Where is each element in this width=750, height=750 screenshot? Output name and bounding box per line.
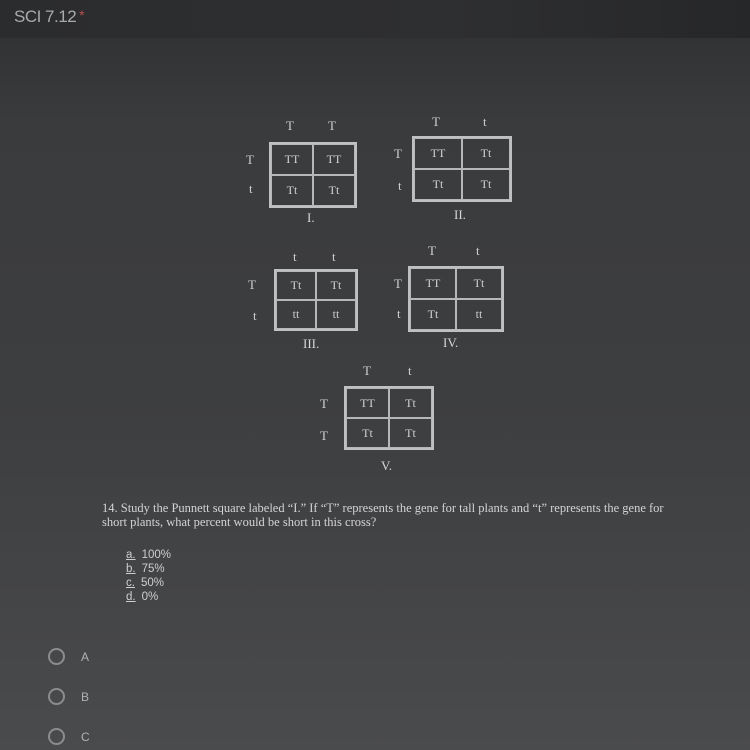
punnett-grid [274, 269, 358, 331]
side-allele: t [397, 306, 401, 321]
side-allele: T [394, 146, 402, 161]
required-mark: * [79, 7, 85, 23]
choice-key: a. [126, 549, 136, 561]
side-allele: T [320, 428, 328, 443]
side-allele: T [394, 276, 402, 291]
form-title [14, 7, 84, 27]
choice-value: 75% [141, 563, 165, 575]
punnett-grid [412, 136, 512, 202]
form-title-text: SCI 7.12 [14, 7, 77, 26]
question-text: 14. Study the Punnett square labeled “I.” If “T” represents the gene for tall plants and “t” represents the gene for short plants, what percent would be short in this cross? [102, 501, 664, 529]
punnett-grid [408, 266, 504, 332]
side-allele: t [253, 308, 257, 323]
option-label: B [81, 689, 90, 704]
grid-cell: TT [414, 138, 462, 169]
answer-choices [126, 548, 171, 604]
top-allele: t [408, 363, 412, 378]
choice-key: d. [126, 591, 136, 603]
grid-cell: tt [316, 300, 356, 329]
square-label: I. [307, 210, 315, 225]
side-allele: T [246, 152, 254, 167]
question-content [0, 38, 750, 750]
side-allele: t [398, 178, 402, 193]
choice-value: 50% [140, 577, 164, 589]
grid-cell: Tt [462, 169, 510, 200]
top-allele: T [363, 363, 371, 378]
radio-button[interactable] [48, 648, 65, 665]
side-allele: T [320, 396, 328, 411]
option-label: A [81, 649, 90, 664]
grid-cell: TT [346, 388, 389, 418]
grid-cell: tt [456, 299, 502, 330]
grid-cell: TT [271, 144, 313, 175]
punnett-grid [344, 386, 434, 450]
grid-cell: Tt [313, 175, 355, 206]
square-label: II. [454, 207, 466, 222]
radio-button[interactable] [48, 728, 65, 745]
top-allele: t [293, 249, 297, 264]
option-label: C [81, 729, 90, 744]
option-b[interactable] [48, 688, 89, 705]
grid-cell: tt [276, 300, 316, 329]
square-label: V. [381, 458, 392, 473]
choice-item [126, 576, 171, 590]
top-allele: t [332, 249, 336, 264]
top-allele: T [286, 118, 294, 133]
grid-cell: Tt [414, 169, 462, 200]
grid-cell: Tt [316, 271, 356, 300]
top-allele: t [476, 243, 480, 258]
choice-item [126, 590, 171, 604]
choice-item [126, 562, 171, 576]
grid-cell: Tt [389, 418, 432, 448]
top-allele: T [328, 118, 336, 133]
choice-key: b. [126, 563, 136, 575]
grid-cell: TT [313, 144, 355, 175]
choice-value: 0% [141, 591, 159, 603]
choice-key: c. [126, 577, 135, 589]
grid-cell: Tt [346, 418, 389, 448]
grid-cell: Tt [389, 388, 432, 418]
side-allele: t [249, 181, 253, 196]
side-allele: T [248, 277, 256, 292]
grid-cell: TT [410, 268, 456, 299]
grid-cell: Tt [276, 271, 316, 300]
radio-button[interactable] [48, 688, 65, 705]
top-allele: t [483, 114, 487, 129]
top-allele: T [428, 243, 436, 258]
top-allele: T [432, 114, 440, 129]
grid-cell: Tt [456, 268, 502, 299]
option-a[interactable] [48, 648, 89, 665]
grid-cell: Tt [462, 138, 510, 169]
choice-item [126, 548, 171, 562]
square-label: IV. [443, 335, 459, 350]
option-c[interactable] [48, 728, 90, 745]
form-header [0, 0, 750, 38]
choice-value: 100% [141, 549, 172, 561]
punnett-grid [269, 142, 357, 208]
square-label: III. [303, 336, 320, 351]
grid-cell: Tt [410, 299, 456, 330]
grid-cell: Tt [271, 175, 313, 206]
